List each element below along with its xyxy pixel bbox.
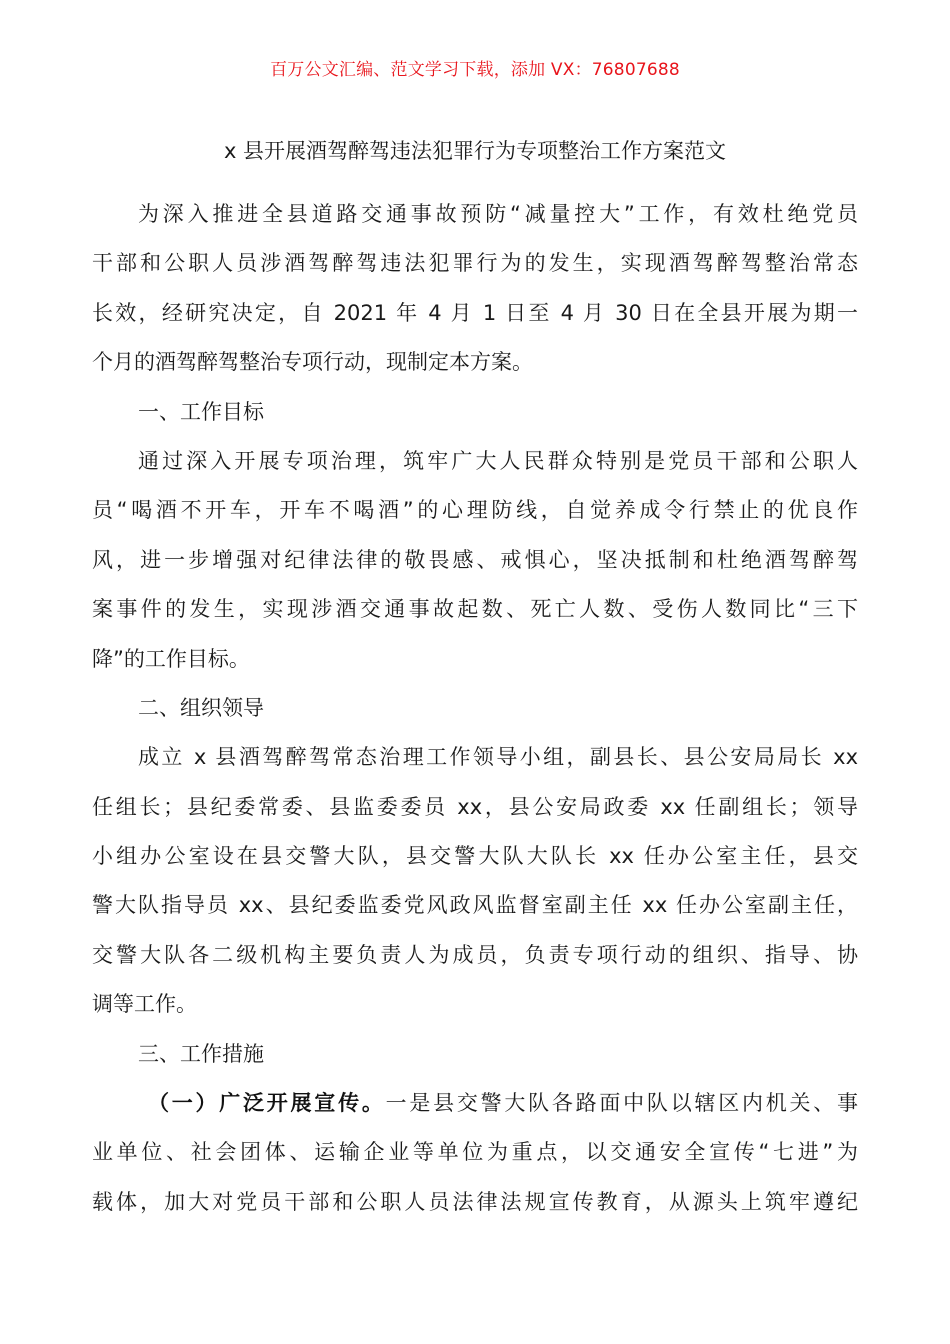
watermark-banner: 百万公文汇编、范文学习下载，添加 VX：76807688 xyxy=(270,60,680,80)
section-heading-work-goals: 一、工作目标 xyxy=(138,399,264,424)
paragraph-line: 成立 x 县酒驾醉驾常态治理工作领导小组，副县长、县公安局局长 xx xyxy=(138,745,858,770)
subsection-publicity xyxy=(92,1079,858,1227)
paragraph-line: 任组长；县纪委常委、县监委委员 xx，县公安局政委 xx 任副组长；领导 xyxy=(92,794,858,819)
paragraph-line: 降”的工作目标。 xyxy=(92,646,250,671)
document-body xyxy=(92,190,858,1227)
paragraph-line: 载体，加大对党员干部和公职人员法律法规宣传教育，从源头上筑牢遵纪 xyxy=(92,1189,858,1214)
paragraph-line: 员“喝酒不开车，开车不喝酒”的心理防线，自觉养成令行禁止的优良作 xyxy=(92,498,858,523)
section-paragraph-organization xyxy=(92,733,858,1029)
paragraph-line: 小组办公室设在县交警大队，县交警大队大队长 xx 任办公室主任，县交 xyxy=(92,844,858,869)
paragraph-line: 案事件的发生，实现涉酒交通事故起数、死亡人数、受伤人数同比“三下 xyxy=(92,597,858,622)
paragraph-line: 干部和公职人员涉酒驾醉驾违法犯罪行为的发生，实现酒驾醉驾整治常态 xyxy=(92,251,858,276)
paragraph-line: 调等工作。 xyxy=(92,992,197,1017)
paragraph-line: 业单位、社会团体、运输企业等单位为重点，以交通安全宣传“七进”为 xyxy=(92,1140,858,1165)
intro-paragraph xyxy=(92,190,858,388)
paragraph-line: 风，进一步增强对纪律法律的敬畏感、戒惧心，坚决抵制和杜绝酒驾醉驾 xyxy=(92,547,858,572)
section-paragraph-work-goals xyxy=(92,437,858,684)
section-heading-work-measures: 三、工作措施 xyxy=(138,1041,264,1066)
paragraph-line: 警大队指导员 xx、县纪委监委党风政风监督室副主任 xx 任办公室副主任， xyxy=(92,893,858,918)
paragraph-line: 交警大队各二级机构主要负责人为成员，负责专项行动的组织、指导、协 xyxy=(92,942,858,967)
paragraph-line: 为深入推进全县道路交通事故预防“减量控大”工作，有效杜绝党员 xyxy=(138,202,858,226)
paragraph-line: 通过深入开展专项治理，筑牢广大人民群众特别是党员干部和公职人 xyxy=(138,448,858,473)
paragraph-line: 个月的酒驾醉驾整治专项行动，现制定本方案。 xyxy=(92,350,533,375)
subsection-first-line-text: 一是县交警大队各路面中队以辖区内机关、事 xyxy=(385,1091,859,1116)
section-heading-organization: 二、组织领导 xyxy=(138,695,264,720)
paragraph-line: 长效，经研究决定，自 2021 年 4 月 1 日至 4 月 30 日在全县开展为期一 xyxy=(92,300,858,325)
document-title: x 县开展酒驾醉驾违法犯罪行为专项整治工作方案范文 xyxy=(223,139,727,163)
paragraph-line xyxy=(92,1079,858,1128)
subsection-bold-lead: （一）广泛开展宣传。 xyxy=(148,1091,386,1116)
